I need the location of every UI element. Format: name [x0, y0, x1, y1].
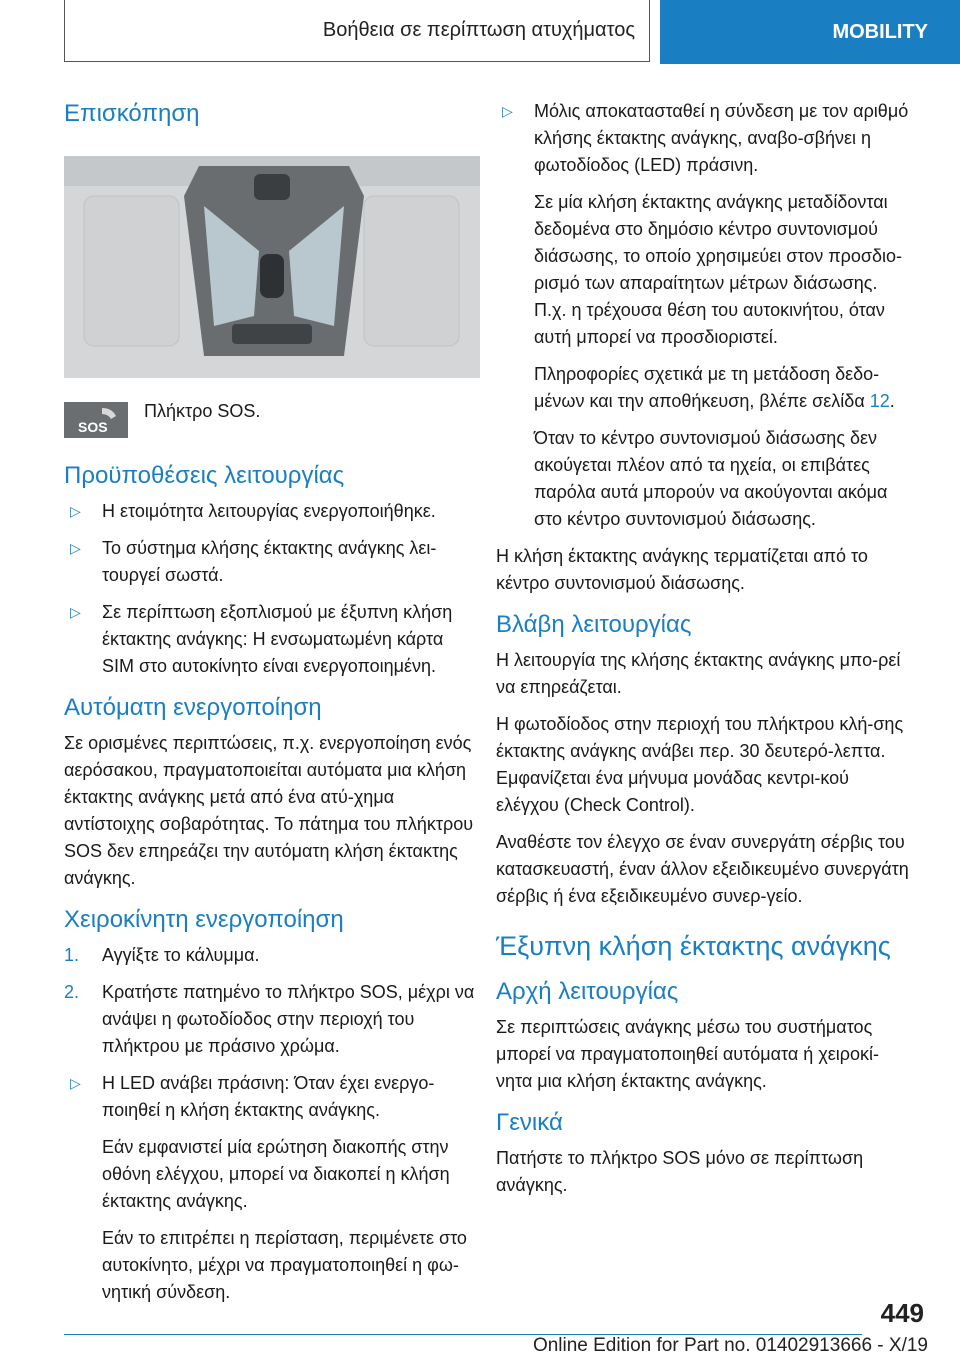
overview-heading: Επισκόπηση	[64, 100, 200, 127]
sos-button-icon	[64, 402, 128, 438]
step-item: 1. Αγγίξτε το κάλυμμα.	[64, 945, 260, 965]
triangle-bullet-icon: ▷	[70, 604, 81, 620]
right-column	[496, 98, 912, 1209]
list-item: ▷ Μόλις αποκατασταθεί η σύνδεση με τον αριθμό κλήσης έκτακτης ανάγκης, αναβο-σβήνει η φωτοδίοδος (LED) πράσινη.	[496, 98, 912, 179]
sos-legend	[64, 398, 480, 438]
fault-text-2: Η φωτοδίοδος στην περιοχή του πλήκτρου κλή-σης έκτακτης ανάγκης ανάβει περ. 30 δευτερό-λεπτα. Εμφανίζεται ένα μήνυμα μονάδας κεντρι-κού ελέγχου (Check Control).	[496, 714, 904, 815]
fault-text-1: Η λειτουργία της κλήσης έκτακτης ανάγκης μπο-ρεί να επηρεάζεται.	[496, 650, 901, 697]
triangle-bullet-icon: ▷	[70, 540, 81, 556]
auto-text: Σε ορισμένες περιπτώσεις, π.χ. ενεργοποίηση ενός αερόσακου, πραγματοποιείται αυτόματα μια κλήση έκτακτης ανάγκης μετά από ένα ατύ-χημα αντίστοιχης σοβαρότητας. Το πάτημα του πλήκτρου SOS δεν επηρεάζει την αυτόματη κλήση έκτακτης ανάγκης.	[64, 733, 474, 888]
principle-text: Σε περιπτώσεις ανάγκης μέσω του συστήματος μπορεί να πραγματοποιηθεί αυτόματα ή χειροκί-νητα μια κλήση έκτακτης ανάγκης.	[496, 1017, 880, 1091]
general-heading: Γενικά	[496, 1109, 563, 1136]
footer-edition: Online Edition for Part no. 01402913666 - X/19	[532, 1335, 928, 1356]
prereq-heading: Προϋποθέσεις λειτουργίας	[64, 462, 345, 489]
svg-text:SOS: SOS	[78, 419, 108, 435]
triangle-bullet-icon: ▷	[70, 1075, 81, 1091]
step-item: 2. Κρατήστε πατημένο το πλήκτρο SOS, μέχρι να ανάψει η φωτοδίοδος στην περιοχή του πλήκτρου με πράσινο χρώμα.	[64, 982, 475, 1056]
triangle-bullet-icon: ▷	[70, 503, 81, 519]
overhead-console-icon	[64, 156, 480, 378]
chapter-title: Βοήθεια σε περίπτωση ατυχήματος	[64, 0, 650, 62]
general-text: Πατήστε το πλήκτρο SOS μόνο σε περίπτωση ανάγκης.	[496, 1148, 864, 1195]
smart-call-heading: Έξυπνη κλήση έκτακτης ανάγκης	[496, 931, 891, 961]
left-column	[64, 98, 480, 1316]
sos-label: Πλήκτρο SOS.	[144, 401, 261, 421]
list-item: ▷ Η ετοιμότητα λειτουργίας ενεργοποιήθηκε.	[64, 498, 480, 525]
list-item: ▷ Το σύστημα κλήσης έκτακτης ανάγκης λει-τουργεί σωστά.	[64, 535, 480, 589]
page-header	[64, 0, 960, 64]
sos-console-illustration	[64, 156, 480, 378]
manual-heading: Χειροκίνητη ενεργοποίηση	[64, 906, 344, 933]
page-link[interactable]: 12	[869, 391, 890, 411]
page-number: 449	[880, 1298, 924, 1328]
fault-text-3: Αναθέστε τον έλεγχο σε έναν συνεργάτη σέρβις του κατασκευαστή, έναν άλλον εξειδικευμένο συνεργάτη σέρβις ή ένα εξειδικευμένο συνερ-γείο.	[496, 832, 909, 906]
audio-note: Όταν το κέντρο συντονισμού διάσωσης δεν ακούγεται πλέον από τα ηχεία, οι επιβάτες παρόλα αυτά μπορούν να ακούγονται ακόμα στο κέντρο συντονισμού διάσωσης.	[534, 428, 888, 529]
auto-heading: Αυτόματη ενεργοποίηση	[64, 694, 322, 721]
end-call-text: Η κλήση έκτακτης ανάγκης τερματίζεται από το κέντρο συντονισμού διάσωσης.	[496, 546, 868, 593]
fault-heading: Βλάβη λειτουργίας	[496, 611, 692, 638]
triangle-bullet-icon: ▷	[502, 103, 513, 119]
data-transmission-note: Σε μία κλήση έκτακτης ανάγκης μεταδίδονται δεδομένα στο δημόσιο κέντρο συντονισμού διάσωσης, το οποίο χρησιμεύει στον προσδιο-ρισμό των απαραίτητων μέτρων διάσωσης. Π.χ. η τρέχουσα θέση του αυτοκινήτου, όταν αυτή μπορεί να προσδιοριστεί.	[534, 192, 903, 347]
list-item: ▷ Σε περίπτωση εξοπλισμού με έξυπνη κλήση έκτακτης ανάγκης: Η ενσωματωμένη κάρτα SIM στο αυτοκίνητο είναι ενεργοποιημένη.	[64, 599, 480, 680]
led-note-1: Εάν εμφανιστεί μία ερώτηση διακοπής στην οθόνη ελέγχου, μπορεί να διακοπεί η κλήση έκτακτης ανάγκης.	[102, 1137, 450, 1211]
data-reference-note: Πληροφορίες σχετικά με τη μετάδοση δεδο-μένων και την αποθήκευση, βλέπε σελίδα 12.	[534, 364, 895, 411]
section-tab: MOBILITY	[660, 0, 960, 64]
principle-heading: Αρχή λειτουργίας	[496, 978, 679, 1005]
led-note-2: Εάν το επιτρέπει η περίσταση, περιμένετε στο αυτοκίνητο, μέχρι να πραγματοποιηθεί η φω-νητική σύνδεση.	[102, 1228, 467, 1302]
list-item: ▷ Η LED ανάβει πράσινη: Όταν έχει ενεργο-ποιηθεί η κλήση έκτακτης ανάγκης.	[64, 1070, 480, 1124]
